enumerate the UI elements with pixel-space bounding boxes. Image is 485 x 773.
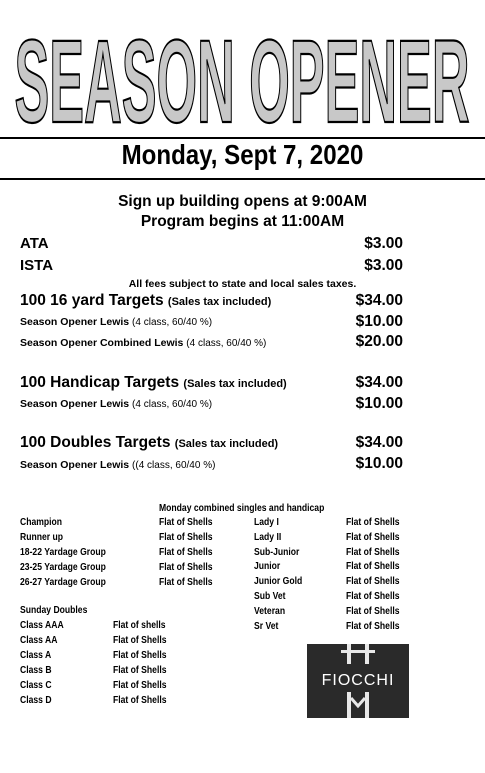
award-row-label: Sub-Junior	[254, 546, 300, 558]
item-detail: ((4 class, 60/40 %)	[132, 460, 216, 471]
sunday-row-label: Class A	[20, 650, 52, 661]
award-row-label: Veteran	[254, 605, 286, 617]
item-detail: (4 class, 60/40 %)	[186, 338, 267, 349]
award-row-prize: Flat of Shells	[159, 547, 213, 558]
event-doubles-lewis	[20, 459, 215, 471]
award-row-label: 23-25 Yardage Group	[20, 562, 106, 573]
tax-note: All fees subject to state and local sales taxes.	[128, 278, 357, 290]
event-date: Monday, Sept 7, 2020	[121, 139, 364, 170]
award-row-prize: Flat of Shells	[346, 561, 400, 573]
award-row-label: Junior Gold	[254, 576, 303, 588]
logo-text: FIOCCHI	[321, 672, 395, 689]
season-opener-title	[0, 0, 485, 135]
fiocchi-logo	[307, 644, 409, 718]
award-row-label: Champion	[20, 517, 63, 528]
sunday-row-label: Class AAA	[20, 620, 64, 631]
event-16yard-combined-lewis	[20, 337, 266, 349]
event-16yard-title	[20, 292, 271, 310]
award-row-prize: Flat of Shells	[159, 517, 213, 528]
award-row-label: Sr Vet	[254, 620, 279, 632]
date-bottom-rule	[0, 178, 485, 180]
sunday-row-label: Class B	[20, 665, 52, 676]
sunday-row-prize: Flat of Shells	[113, 650, 167, 661]
item-detail: (4 class, 60/40 %)	[132, 317, 213, 328]
award-row-prize: Flat of Shells	[346, 605, 400, 617]
award-row-prize: Flat of Shells	[346, 576, 400, 588]
award-row-label: Lady I	[254, 517, 279, 528]
event-handicap-price: $34.00	[355, 374, 403, 391]
sunday-row-prize: Flat of Shells	[113, 665, 167, 676]
award-row-label: Sub Vet	[254, 591, 286, 602]
event-handicap-title	[20, 374, 287, 392]
sunday-row-prize: Flat of Shells	[113, 635, 167, 646]
item-name: Season Opener Combined Lewis	[20, 337, 184, 349]
event-doubles-lewis-price: $10.00	[355, 455, 403, 472]
item-name: Season Opener Lewis	[20, 316, 130, 328]
award-row-label: 18-22 Yardage Group	[20, 547, 106, 558]
item-name: Season Opener Lewis	[20, 459, 130, 471]
award-row-prize: Flat of Shells	[346, 546, 400, 558]
item-name: Season Opener Lewis	[20, 398, 130, 410]
event-doubles-price: $34.00	[355, 434, 403, 451]
event-title: 100 16 yard Targets	[20, 292, 164, 309]
event-16yard-combined-price: $20.00	[355, 333, 403, 350]
event-handicap-lewis	[20, 398, 212, 410]
event-handicap-lewis-price: $10.00	[355, 395, 403, 412]
award-row-prize: Flat of Shells	[159, 562, 213, 573]
award-row-prize: Flat of Shells	[346, 517, 400, 528]
award-row-label: Runner up	[20, 532, 63, 543]
signup-time: Sign up building opens at 9:00AM	[118, 193, 367, 210]
program-time: Program begins at 11:00AM	[140, 213, 345, 230]
fee-ista-label: ISTA	[20, 257, 54, 274]
sunday-row-prize: Flat of Shells	[113, 695, 167, 706]
sunday-row-label: Class C	[20, 680, 52, 691]
event-title: 100 Doubles Targets	[20, 434, 171, 451]
event-16yard-lewis	[20, 316, 212, 328]
fee-ata-price: $3.00	[364, 235, 403, 252]
award-row-label: Lady II	[254, 531, 282, 543]
fee-ata-label: ATA	[20, 235, 49, 252]
sunday-doubles-heading: Sunday Doubles	[20, 605, 88, 616]
sunday-row-prize: Flat of shells	[113, 620, 166, 631]
award-row-label: 26-27 Yardage Group	[20, 577, 106, 588]
award-row-label: Junior	[254, 561, 281, 573]
award-row-prize: Flat of Shells	[346, 591, 400, 602]
event-tax-note: (Sales tax included)	[167, 296, 272, 308]
sunday-row-prize: Flat of Shells	[113, 680, 167, 691]
event-16yard-price: $34.00	[355, 292, 403, 309]
award-row-prize: Flat of Shells	[159, 532, 213, 543]
fiocchi-emblem	[307, 644, 409, 718]
award-row-prize: Flat of Shells	[346, 531, 400, 543]
item-detail: (4 class, 60/40 %)	[132, 399, 213, 410]
event-title: 100 Handicap Targets	[20, 374, 180, 391]
sunday-row-label: Class AA	[20, 635, 58, 646]
award-row-prize: Flat of Shells	[346, 620, 400, 632]
event-tax-note: (Sales tax included)	[174, 438, 279, 450]
award-row-prize: Flat of Shells	[159, 577, 213, 588]
event-tax-note: (Sales tax included)	[183, 378, 287, 390]
fee-ista-price: $3.00	[364, 257, 403, 274]
awards-heading: Monday combined singles and handicap	[159, 503, 325, 514]
event-doubles-title	[20, 434, 278, 452]
title-text: SEASON OPENER	[14, 16, 470, 135]
sunday-row-label: Class D	[20, 695, 52, 706]
event-16yard-lewis-price: $10.00	[355, 313, 403, 330]
